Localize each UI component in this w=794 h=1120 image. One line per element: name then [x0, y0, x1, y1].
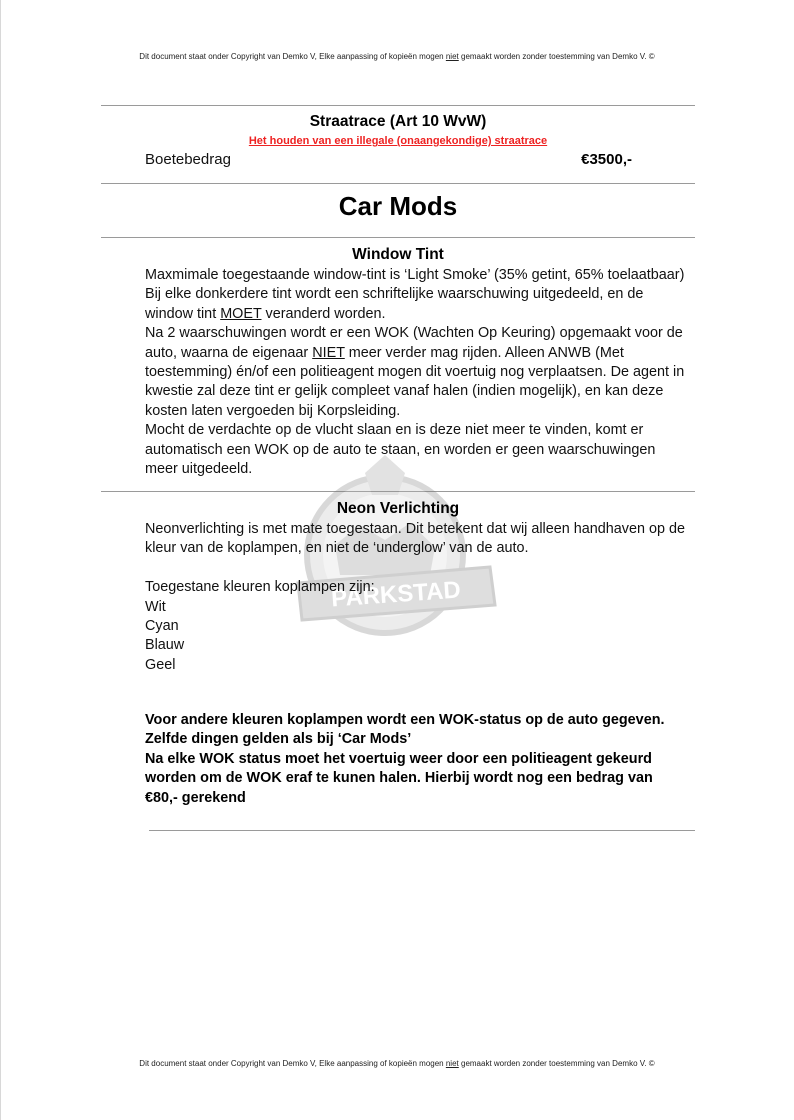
divider — [149, 830, 695, 831]
watermark-text: PARKSTAD — [330, 576, 462, 613]
color-item: Geel — [145, 656, 176, 673]
color-item: Blauw — [145, 637, 185, 654]
window-tint-text: Maxmimale toegestaande window-tint is ‘Light Smoke’ (35% getint, 65% toelaatbaar) Bij elke donkerdere tint wordt een schriftelijke waarschuwing uitgedeeld, en de window tint MOET veranderd worden. Na 2 waarschuwingen wordt er een WOK (Wachten Op Keuring) opgemaakt voor de auto, waarna de eigenaar NIET meer verder mag rijden. Alleen ANWB (Met toestemming) én/of een politieagent mogen dit voertuig nog verplaatsen. De agent in kwestie zal deze tint er gelijk compleet vanaf halen (indien mogelijk), en kan deze kosten laten vergoeden bij Korpsleiding. Mocht de verdachte op de vlucht slaan en is deze niet meer te vinden, komt er automatisch een WOK op de auto te staan, en worden er geen waarschuwingen meer uitgedeeld. — [145, 267, 685, 478]
divider — [101, 237, 695, 238]
header-copyright: Dit document staat onder Copyright van Demko V, Elke aanpassing of kopieën mogen niet gemaakt worden zonder toestemming van Demko V. © — [139, 52, 655, 61]
divider — [101, 105, 695, 106]
fine-amount: €3500,- — [581, 151, 632, 168]
straatrace-title: Straatrace (Art 10 WvW) — [309, 113, 487, 130]
page-edge — [0, 0, 1, 1120]
neon-text: Neonverlichting is met mate toegestaan. Dit betekent dat wij alleen handhaven op de kleur van de koplampen, en niet de ‘underglow’ van de auto. Toegestane kleuren koplampen zijn: Wit Cyan Blauw Geel — [145, 520, 697, 675]
fine-label: Boetebedrag — [145, 151, 231, 168]
straatrace-subtitle: Het houden van een illegale (onaangekondige) straatrace — [248, 135, 548, 147]
color-item: Wit — [145, 598, 166, 615]
neon-heading: Neon Verlichting — [336, 500, 460, 517]
neon-rules: Voor andere kleuren koplampen wordt een WOK-status op de auto gegeven. Zelfde dingen gelden als bij ‘Car Mods’ Na elke WOK status moet het voertuig weer door een politieagent gekeurd worden om de WOK eraf te kunen halen. Hierbij wordt nog een bedrag van €80,- gerekend — [145, 712, 665, 806]
divider — [101, 183, 695, 184]
window-tint-heading: Window Tint — [352, 246, 444, 263]
footer-copyright: Dit document staat onder Copyright van Demko V, Elke aanpassing of kopieën mogen niet gemaakt worden zonder toestemming van Demko V. © — [139, 1059, 655, 1068]
section-title: Car Mods — [338, 191, 458, 221]
color-item: Cyan — [145, 618, 179, 635]
